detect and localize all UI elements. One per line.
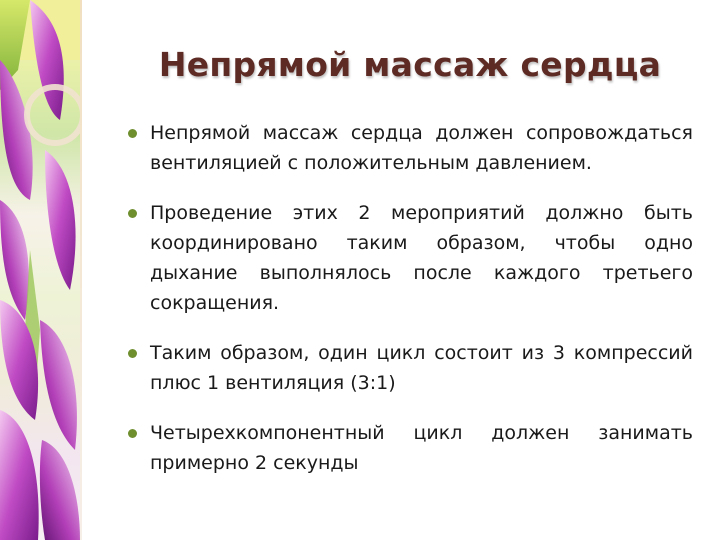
bullet-item: Непрямой массаж сердца должен сопровождаться вентиляцией с положительным давлением. bbox=[128, 118, 693, 178]
bullet-list bbox=[128, 118, 693, 498]
tulip-photo-decoration bbox=[0, 0, 80, 540]
bullet-item: Таким образом, один цикл состоит из 3 компрессий плюс 1 вентиляция (3:1) bbox=[128, 338, 693, 398]
decoration-border bbox=[80, 0, 82, 540]
tulip-image bbox=[0, 0, 80, 540]
bullet-item: Проведение этих 2 мероприятий должно быть координировано таким образом, чтобы одно дыхание выполнялось после каждого третьего сокращения. bbox=[128, 198, 693, 318]
slide-title: Непрямой массаж сердца bbox=[158, 45, 662, 84]
bullet-item: Четырехкомпонентный цикл должен занимать примерно 2 секунды bbox=[128, 418, 693, 478]
